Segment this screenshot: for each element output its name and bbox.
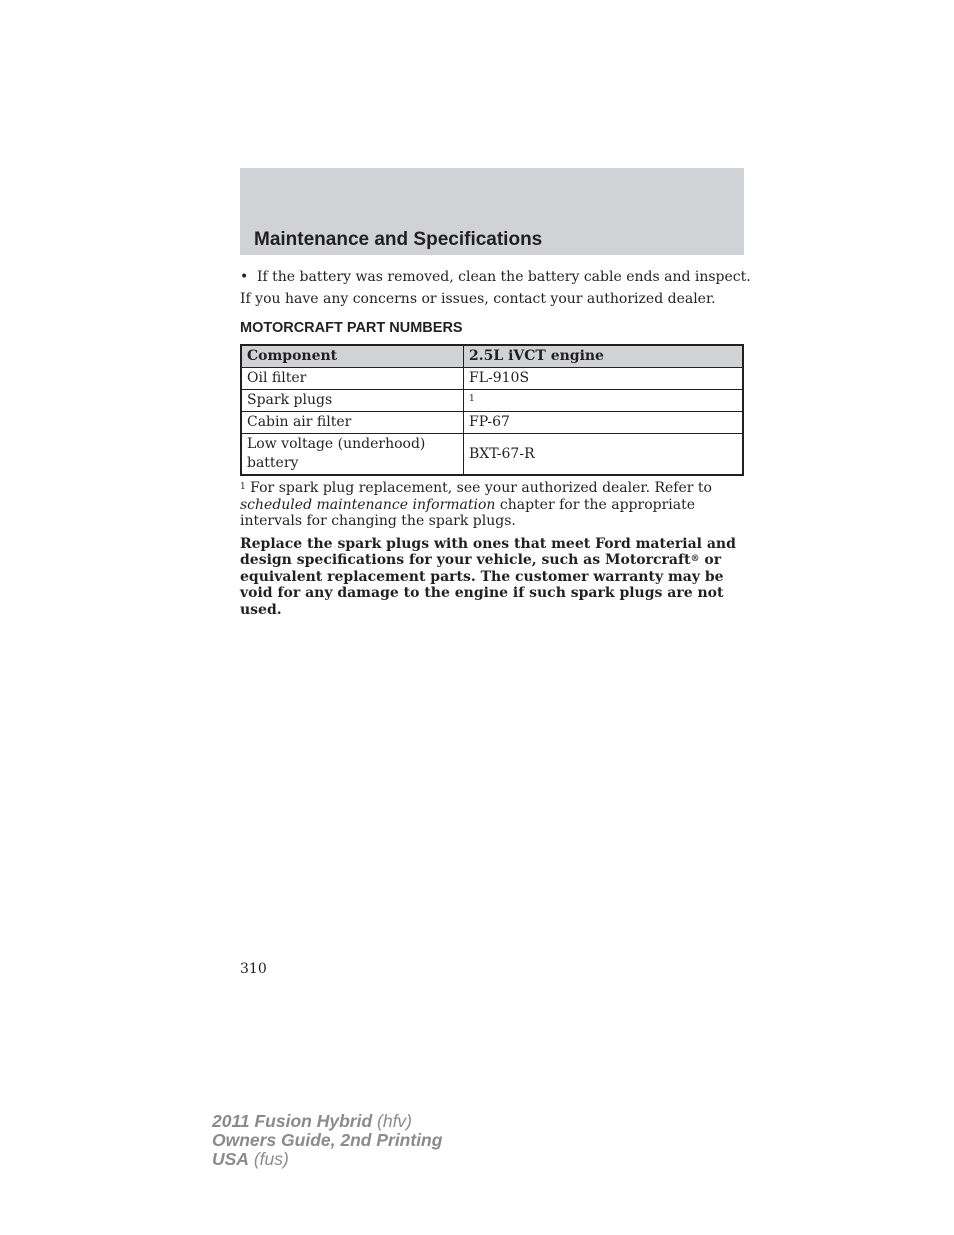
document-footer: [212, 1112, 442, 1169]
page-content: [240, 266, 751, 618]
table-row: [241, 390, 743, 412]
footnote-marker: 1: [469, 394, 475, 404]
table-cell-component: Low voltage (underhood) battery: [241, 434, 464, 476]
table-cell-part-number: FP-67: [464, 412, 744, 434]
section-header-band: [240, 168, 744, 255]
footer-line-1: [212, 1112, 442, 1131]
footnote-text-before: For spark plug replacement, see your authorized dealer. Refer to: [245, 480, 712, 496]
dealer-paragraph: If you have any concerns or issues, contact your authorized dealer.: [240, 291, 716, 307]
section-heading: MOTORCRAFT PART NUMBERS: [240, 320, 463, 336]
warning-text-after: or equivalent replacement parts. The customer warranty may be void for any damage to the engine if such spark plugs are not used.: [240, 552, 724, 618]
registered-mark: ®: [690, 554, 700, 564]
spark-plug-warning: [240, 536, 744, 619]
table-header-row: [241, 345, 743, 368]
footnote-text-after: chapter for the appropriate intervals for changing the spark plugs.: [240, 496, 696, 529]
footer-model-code: (hfv): [372, 1111, 413, 1131]
table-cell-component: Oil filter: [241, 368, 464, 390]
table-cell-part-number: FL-910S: [464, 368, 744, 390]
table-cell-component: Cabin air filter: [241, 412, 464, 434]
table-row: [241, 412, 743, 434]
table-cell-part-number: BXT-67-R: [464, 434, 744, 476]
footer-market: USA: [212, 1149, 249, 1169]
table-footnote: [240, 480, 744, 530]
table-row: [241, 434, 743, 476]
footer-market-code: (fus): [248, 1149, 289, 1169]
bullet-icon: •: [240, 269, 249, 285]
bullet-text: If the battery was removed, clean the battery cable ends and inspect.: [257, 269, 751, 285]
page-number: 310: [240, 961, 267, 977]
footer-edition: Owners Guide, 2nd Printing: [212, 1130, 443, 1150]
table-cell-part-number: [464, 390, 744, 412]
section-title: Maintenance and Specifications: [254, 229, 543, 250]
table-header-engine: 2.5L iVCT engine: [464, 345, 744, 368]
bullet-item: [240, 266, 751, 288]
warning-text-before: Replace the spark plugs with ones that meet Ford material and design specifications for your vehicle, such as Motorcraft: [240, 535, 736, 568]
footer-line-2: [212, 1131, 442, 1150]
footnote-chapter-reference: scheduled maintenance information: [240, 496, 496, 513]
part-numbers-table: [240, 344, 744, 476]
footer-model: 2011 Fusion Hybrid: [212, 1111, 373, 1131]
table-header-component: Component: [241, 345, 464, 368]
table-row: [241, 368, 743, 390]
table-cell-component: Spark plugs: [241, 390, 464, 412]
footnote-mark: 1: [240, 482, 246, 492]
footer-line-3: [212, 1150, 442, 1169]
